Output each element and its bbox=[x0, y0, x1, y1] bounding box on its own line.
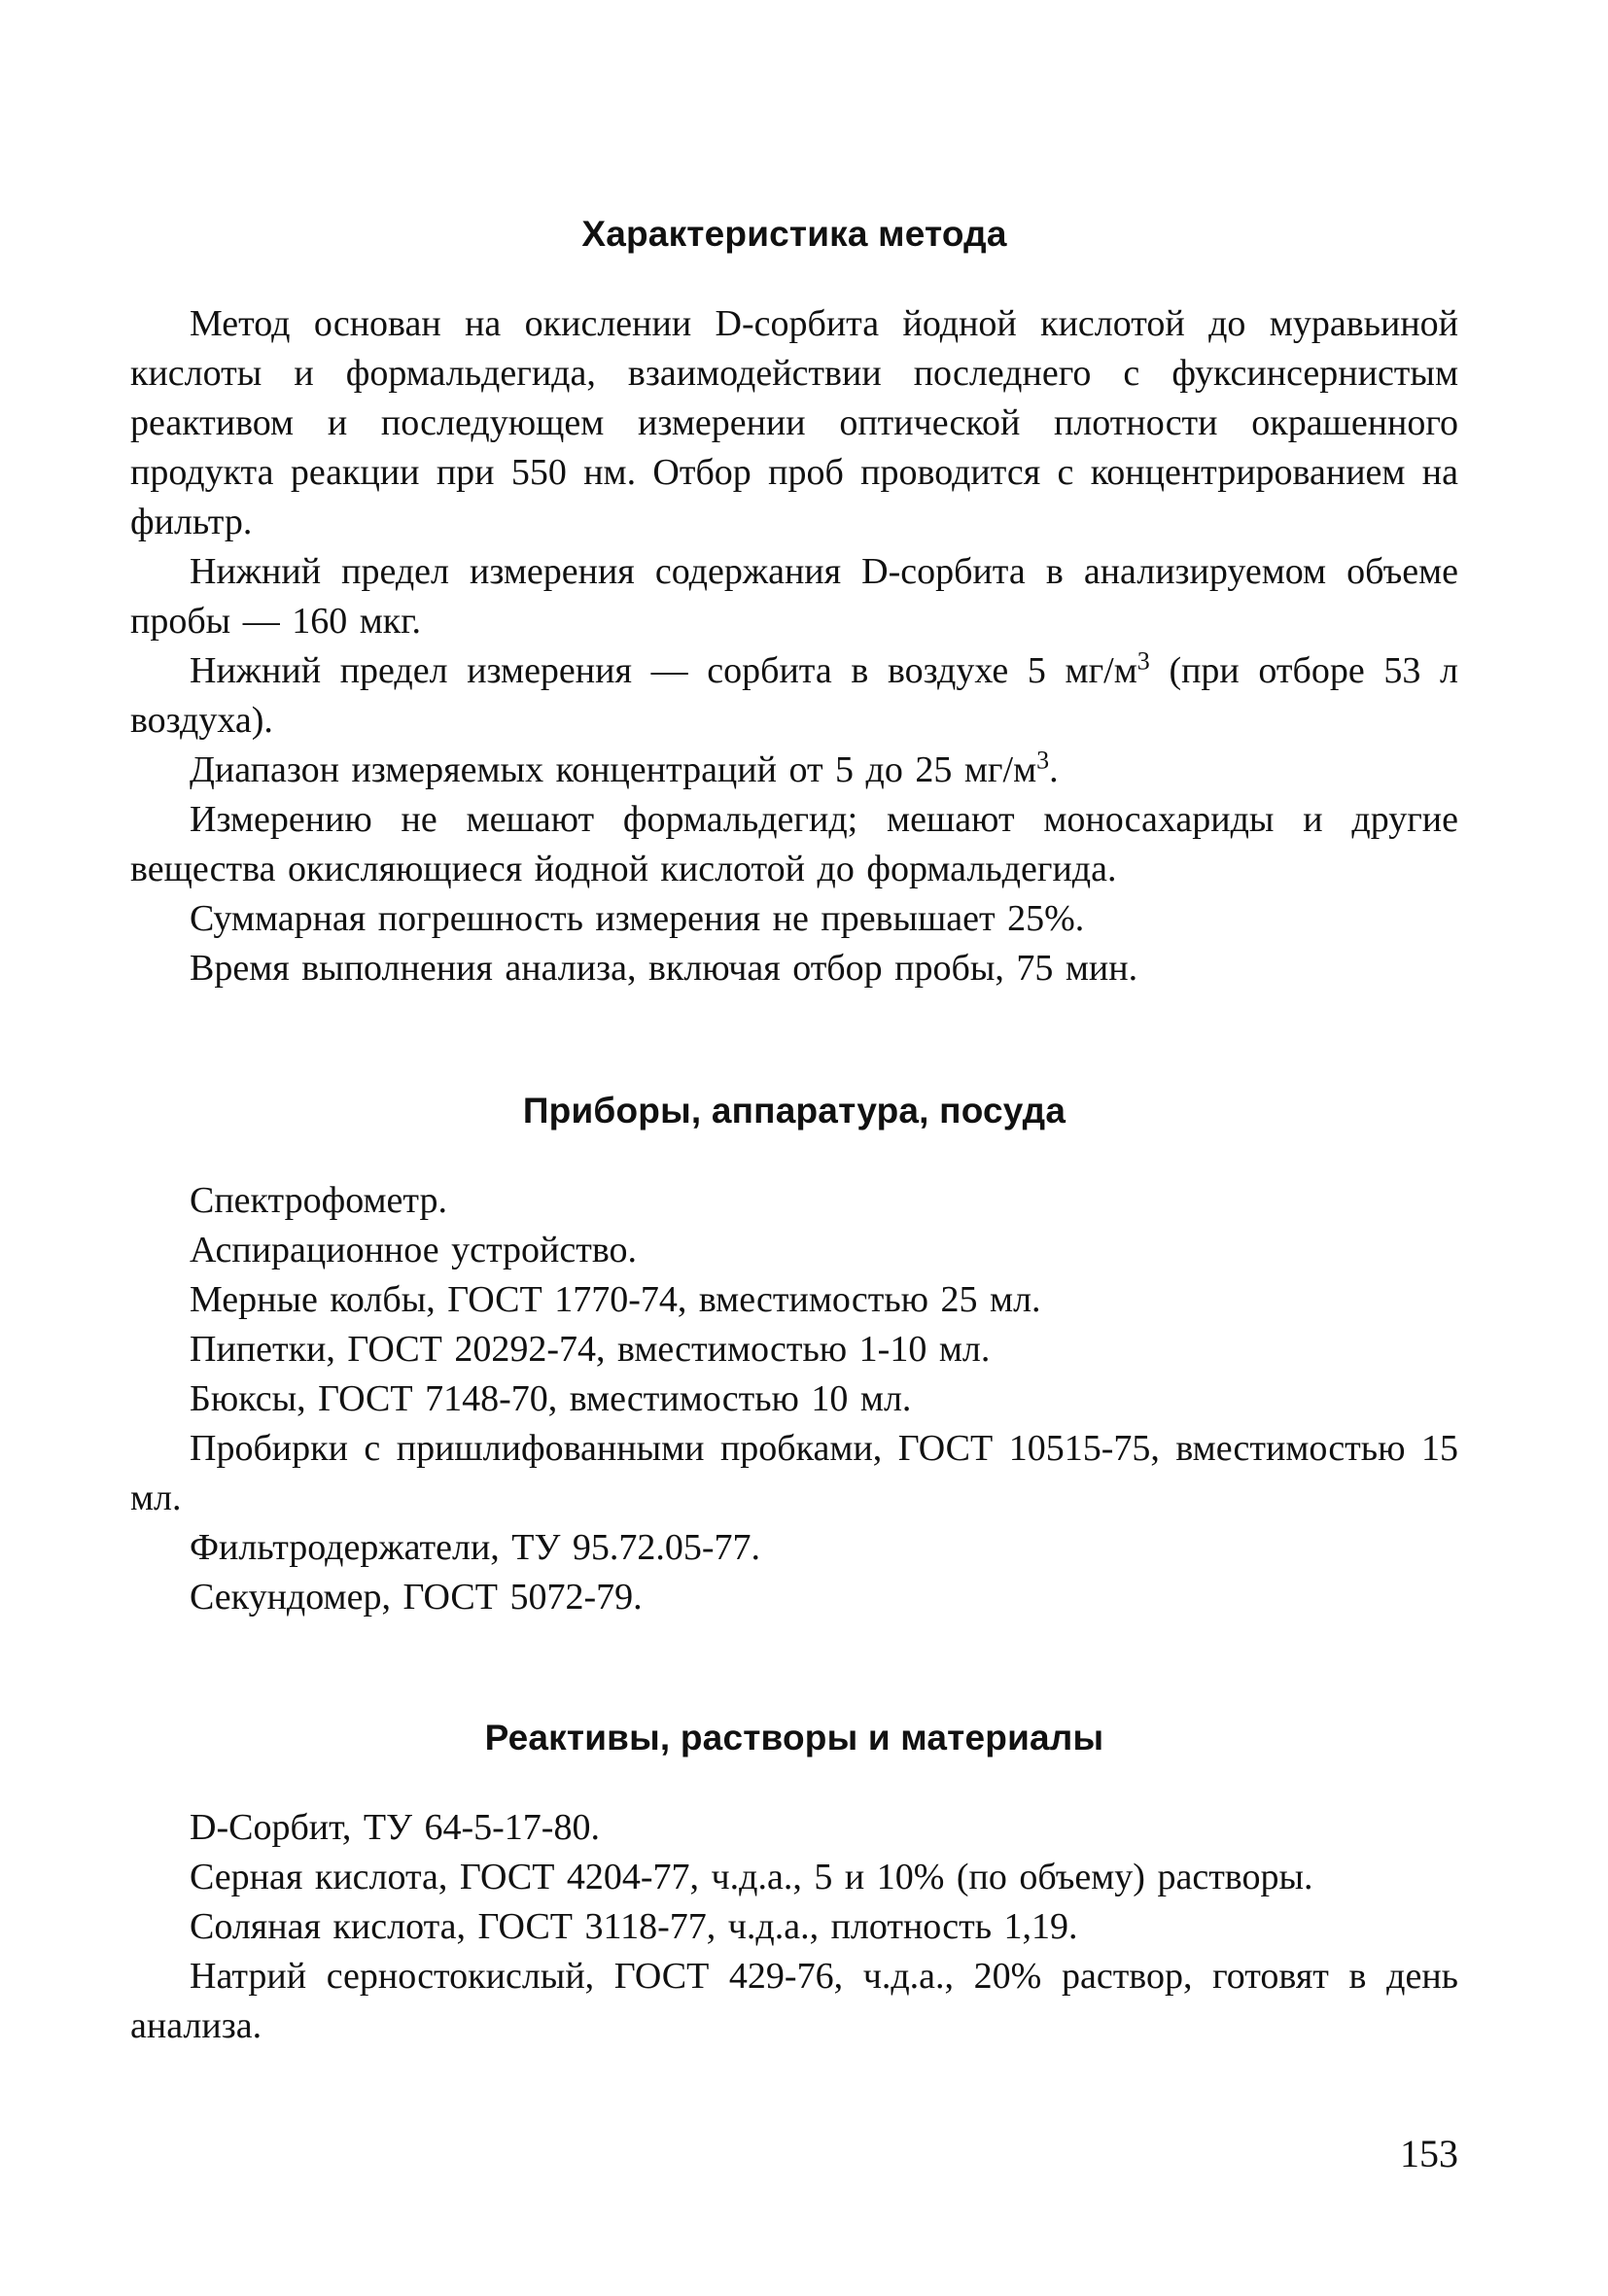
text-span: (при отборе 53 л воздуха). bbox=[130, 650, 1458, 741]
section-title-devices: Приборы, аппаратура, посуда bbox=[522, 1091, 1066, 1131]
method-paragraph: Измерению не мешают формальдегид; мешают моносахариды и другие вещества окисляющиеся йодной кислотой до формальдегида. bbox=[130, 799, 1458, 889]
method-paragraph: Время выполнения анализа, включая отбор пробы, 75 мин. bbox=[190, 948, 1138, 989]
list-item: Пробирки с пришлифованными пробками, ГОСТ 10515-75, вместимостью 15 мл. bbox=[130, 1428, 1458, 1518]
method-body bbox=[130, 299, 1458, 993]
list-item: Фильтродержатели, ТУ 95.72.05-77. bbox=[190, 1527, 761, 1568]
list-item: Натрий серностокислый, ГОСТ 429-76, ч.д.а., 20% раствор, готовят в день анализа. bbox=[130, 1956, 1458, 2046]
method-paragraph: Метод основан на окислении D-сорбита йодной кислотой до муравьиной кислоты и формальдегида, взаимодействии последнего с фуксинсернистым реактивом и последующем измерении оптической плотности окрашенного продукта реакции при 550 нм. Отбор проб проводится с концентрированием на фильтр. bbox=[130, 303, 1458, 542]
method-paragraph: Суммарная погрешность измерения не превышает 25%. bbox=[190, 898, 1085, 939]
method-paragraph-lower-limit-air bbox=[130, 646, 1458, 746]
method-paragraph: Нижний предел измерения содержания D-сорбита в анализируемом объеме пробы — 160 мкг. bbox=[130, 551, 1458, 642]
section-title-reagents: Реактивы, растворы и материалы bbox=[484, 1718, 1104, 1757]
text-span: Нижний предел измерения — сорбита в воздухе 5 мг/м bbox=[190, 650, 1137, 691]
section-title-method: Характеристика метода bbox=[581, 214, 1007, 254]
list-item: Аспирационное устройство. bbox=[190, 1230, 638, 1270]
document-page bbox=[130, 194, 1458, 2051]
devices-list bbox=[130, 1176, 1458, 1622]
list-item: Пипетки, ГОСТ 20292-74, вместимостью 1-10 мл. bbox=[190, 1329, 991, 1370]
superscript: 3 bbox=[1136, 646, 1150, 676]
list-item: Бюксы, ГОСТ 7148-70, вместимостью 10 мл. bbox=[190, 1378, 912, 1419]
list-item: Соляная кислота, ГОСТ 3118-77, ч.д.а., плотность 1,19. bbox=[190, 1906, 1078, 1947]
list-item: Мерные колбы, ГОСТ 1770-74, вместимостью 25 мл. bbox=[190, 1279, 1041, 1320]
reagents-list bbox=[130, 1803, 1458, 2051]
page-number: 153 bbox=[1400, 2132, 1458, 2175]
text-span: . bbox=[1049, 749, 1059, 790]
list-item: Спектрофометр. bbox=[190, 1180, 447, 1221]
list-item: Секундомер, ГОСТ 5072-79. bbox=[190, 1577, 643, 1618]
list-item: D-Сорбит, ТУ 64-5-17-80. bbox=[190, 1807, 600, 1848]
list-item: Серная кислота, ГОСТ 4204-77, ч.д.а., 5 и 10% (по объему) растворы. bbox=[190, 1857, 1313, 1897]
superscript: 3 bbox=[1036, 746, 1050, 775]
method-paragraph-range bbox=[130, 746, 1458, 795]
text-span: Диапазон измеряемых концентраций от 5 до 25 мг/м bbox=[190, 749, 1037, 790]
